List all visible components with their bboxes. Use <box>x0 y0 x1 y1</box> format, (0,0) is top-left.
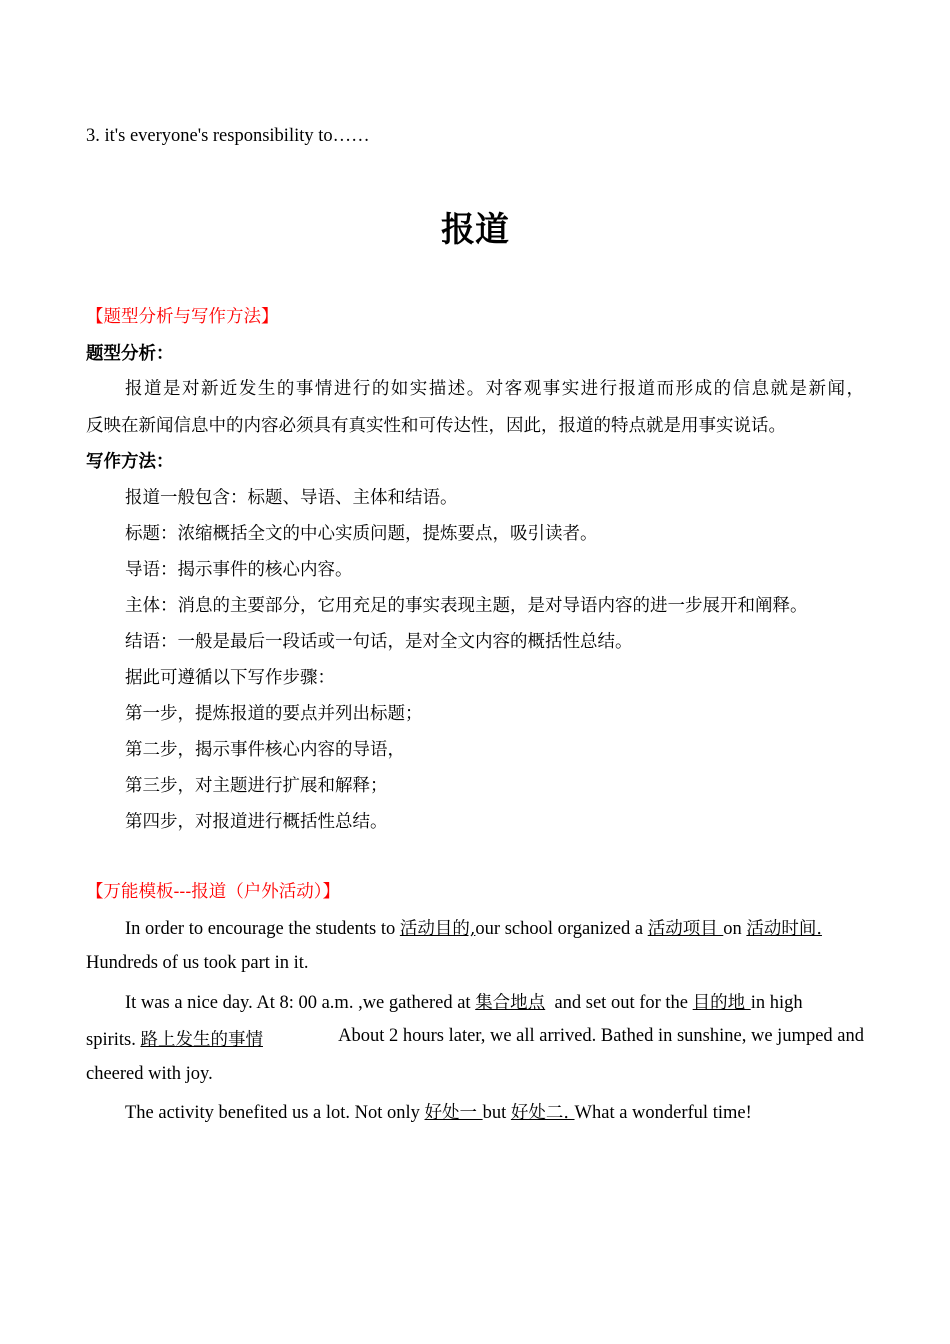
page-title: 报道 <box>441 210 509 250</box>
template-p2-line1 <box>125 989 803 1014</box>
template-text: on <box>723 919 747 939</box>
intro-line: 3. it's everyone's responsibility to…… <box>86 126 370 146</box>
template-text: The activity benefited us a lot. Not only <box>125 1103 425 1123</box>
template-p3-line1 <box>125 1099 752 1124</box>
blank-purpose: 活动目的, <box>399 919 476 939</box>
method-line: 导语：揭示事件的核心内容。 <box>125 560 353 580</box>
method-line: 结语：一般是最后一段话或一句话，是对全文内容的概括性总结。 <box>125 632 633 652</box>
template-p2-line2 <box>86 1026 864 1051</box>
analysis-label: 题型分析： <box>86 344 174 364</box>
analysis-paragraph-line-2: 反映在新闻信息中的内容必须具有真实性和可传达性，因此，报道的特点就是用事实说话。 <box>86 416 786 436</box>
template-text: spirits. <box>86 1030 141 1050</box>
template-text: What a wonderful time! <box>574 1103 752 1123</box>
blank-benefit-one: 好处一 <box>424 1103 483 1123</box>
method-line: 标题：浓缩概括全文的中心实质问题，提炼要点，吸引读者。 <box>125 524 598 544</box>
method-line: 报道一般包含：标题、导语、主体和结语。 <box>125 488 458 508</box>
method-line: 主体：消息的主要部分，它用充足的事实表现主题，是对导语内容的进一步展开和阐释。 <box>125 596 808 616</box>
method-label: 写作方法： <box>86 452 174 472</box>
template-text: In order to encourage the students to <box>125 919 400 939</box>
template-text: our school organized a <box>475 919 648 939</box>
method-line: 第二步，揭示事件核心内容的导语， <box>125 740 405 760</box>
blank-meeting-place: 集合地点 <box>475 993 546 1013</box>
method-line: 第四步，对报道进行概括性总结。 <box>125 812 388 832</box>
template-text: and set out for the <box>545 993 693 1013</box>
method-line: 第三步，对主题进行扩展和解释； <box>125 776 388 796</box>
method-line: 第一步，提炼报道的要点并列出标题； <box>125 704 423 724</box>
template-p1-line2: Hundreds of us took part in it. <box>86 953 309 973</box>
blank-benefit-two: 好处二. <box>510 1103 575 1123</box>
template-p2-line3: cheered with joy. <box>86 1064 213 1084</box>
blank-activity: 活动项目 <box>647 919 724 939</box>
blank-events-on-the-way: 路上发生的事情 <box>140 1030 263 1050</box>
blank-time: 活动时间. <box>746 919 822 939</box>
template-text: but <box>482 1103 511 1123</box>
template-text: About 2 hours later, we all arrived. Bathed in sunshine, we jumped and <box>338 1026 864 1046</box>
section-heading-analysis: 【题型分析与写作方法】 <box>86 307 279 327</box>
template-p1-line1 <box>125 915 822 940</box>
section-heading-template: 【万能模板---报道（户外活动）】 <box>86 882 340 902</box>
blank-destination: 目的地 <box>692 993 751 1013</box>
template-text: in high <box>750 993 803 1013</box>
method-line: 据此可遵循以下写作步骤： <box>125 668 335 688</box>
template-text: It was a nice day. At 8: 00 a.m. ,we gathered at <box>125 993 476 1013</box>
analysis-paragraph-line-1: 报道是对新近发生的事情进行的如实描述。对客观事实进行报道而形成的信息就是新闻， <box>125 379 864 399</box>
